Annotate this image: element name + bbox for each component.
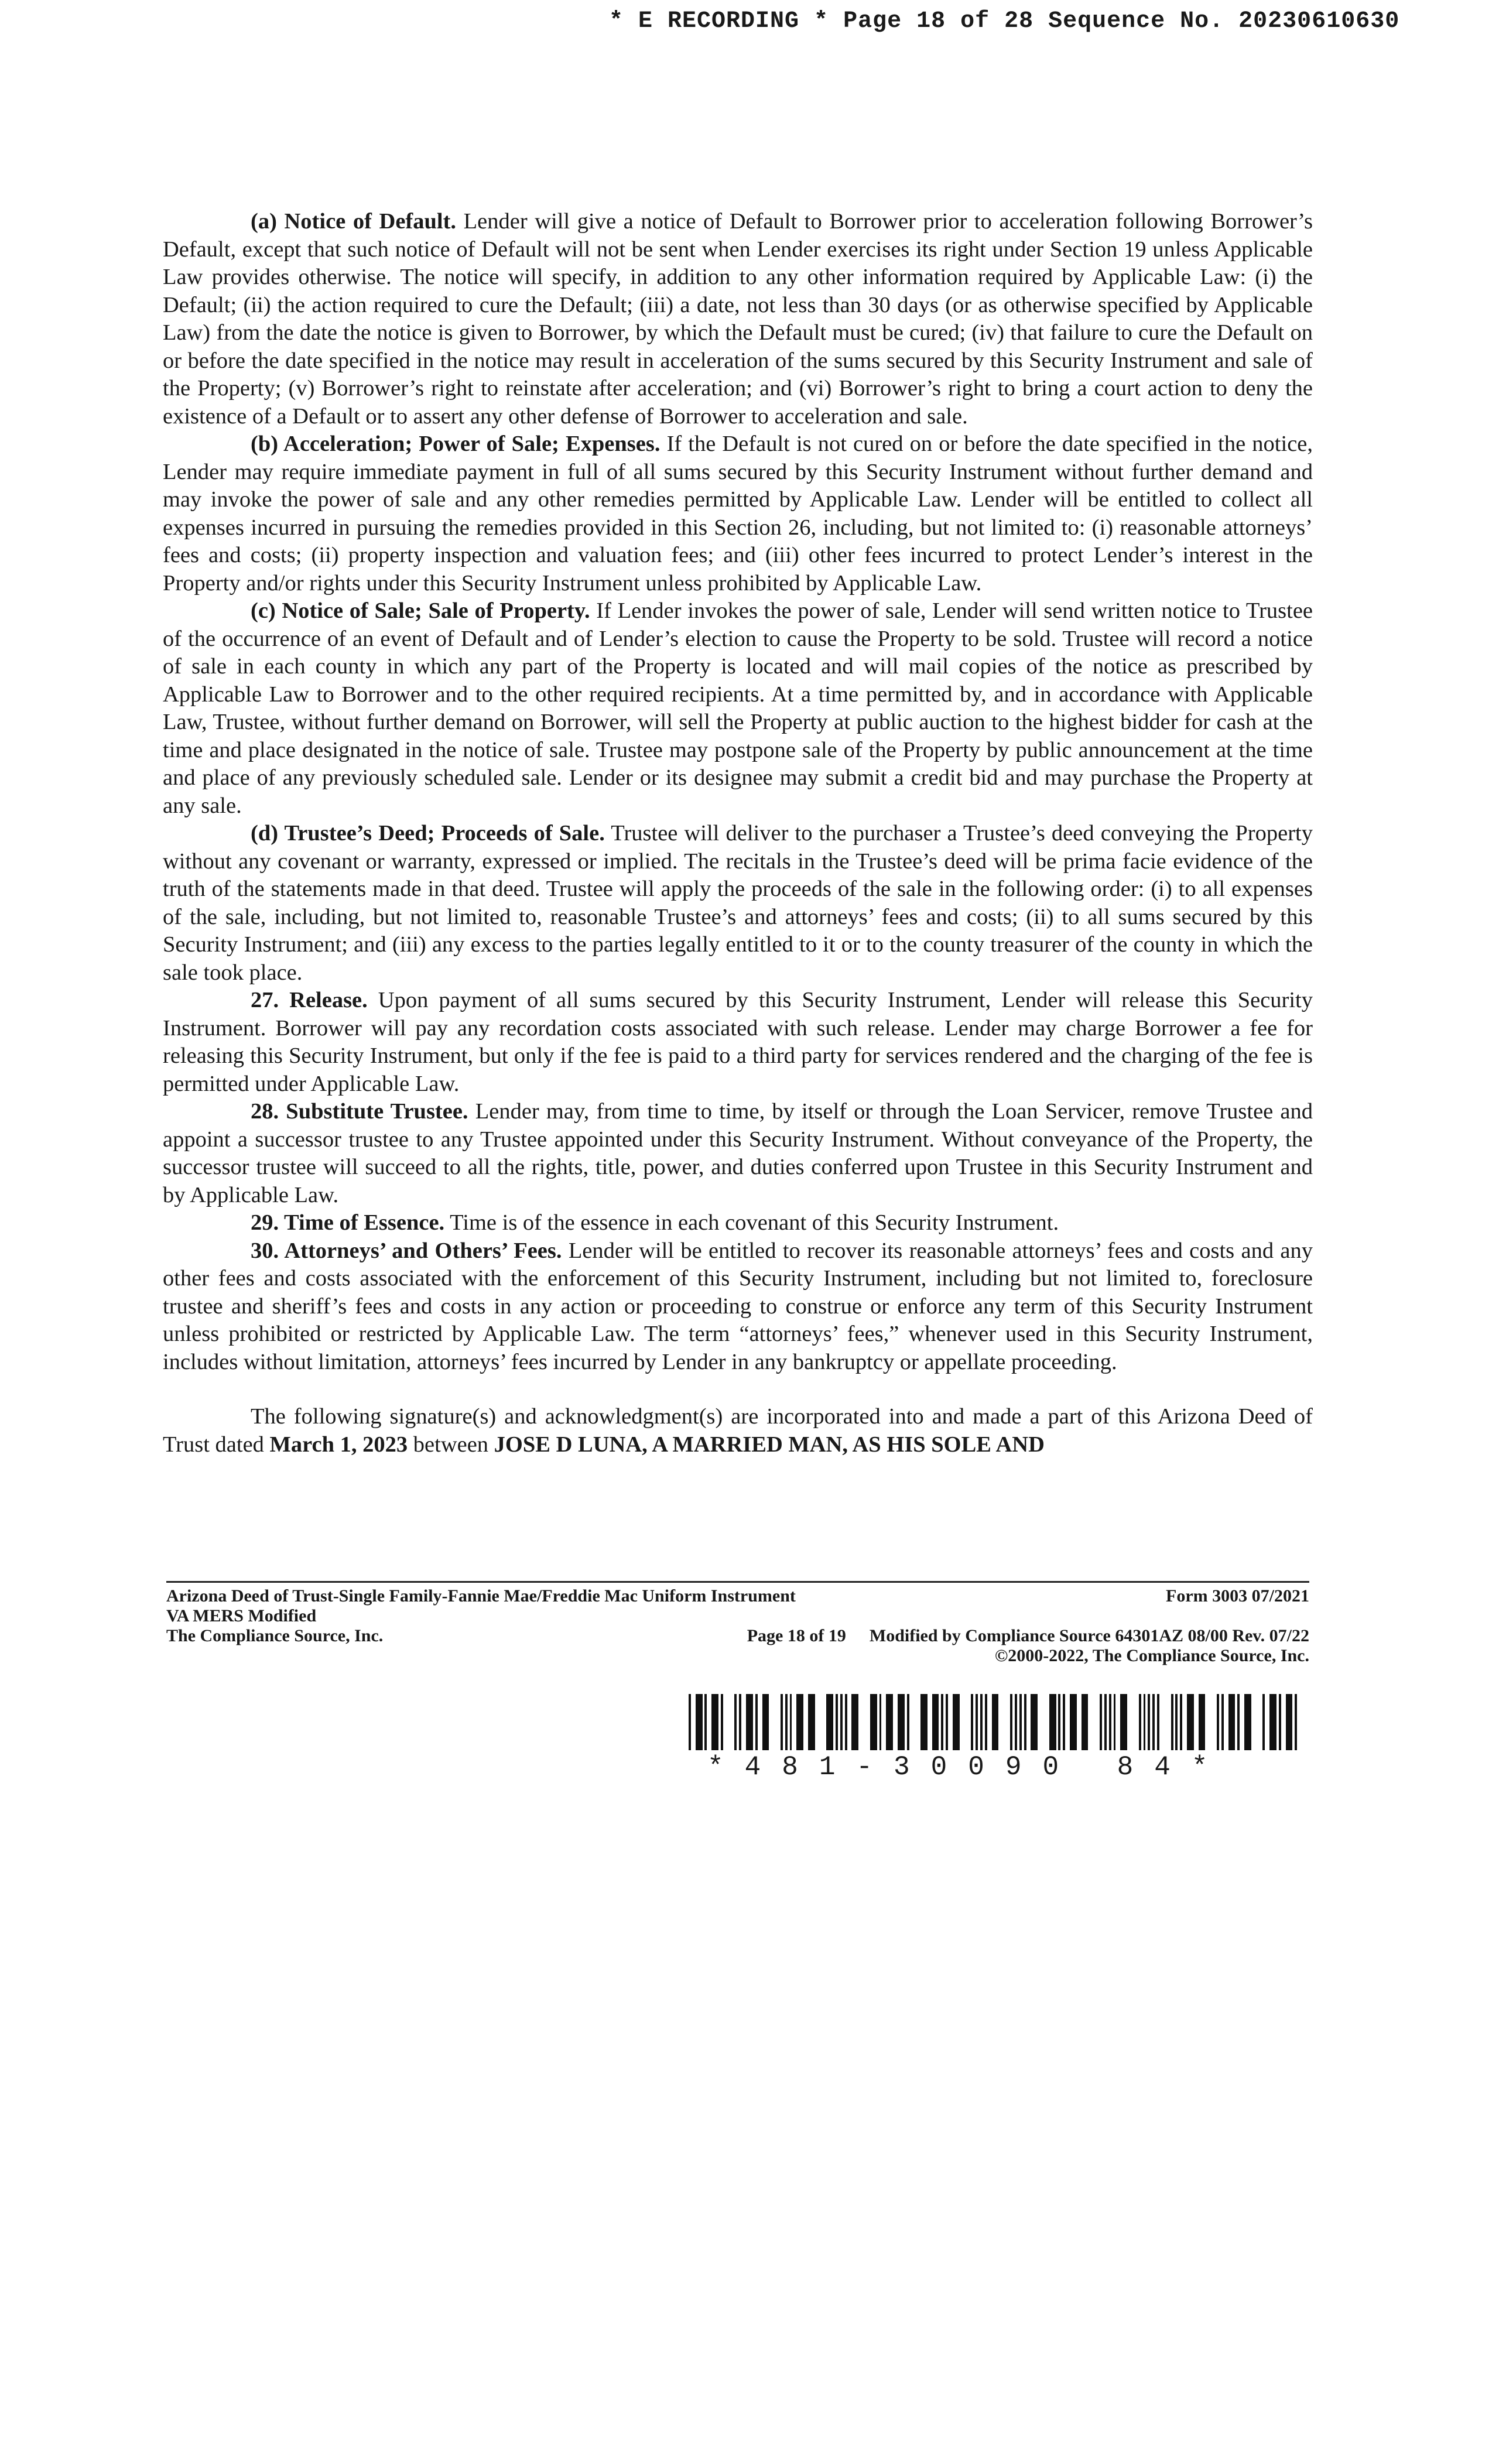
barcode-bar xyxy=(920,1694,928,1750)
barcode-bar xyxy=(711,1694,718,1750)
barcode-space xyxy=(1256,1694,1263,1750)
barcode-space xyxy=(1210,1694,1217,1750)
barcode-bar xyxy=(1244,1694,1251,1750)
paragraph-text: Upon payment of all sums secured by this Security Instrument, Lender will release this Security Instrument. Borrower will pay any recordation costs associated with such release. Lender may charge Borrower a fee for releasing this Security Instrument, but only if the fee is paid to a third party for services rendered and the charging of the fee is permitted under Applicable Law. xyxy=(163,988,1313,1096)
barcode-bar xyxy=(796,1694,803,1750)
barcode-bar xyxy=(886,1694,893,1750)
barcode-space xyxy=(1265,1694,1269,1750)
paragraph-text: Time is of the essence in each covenant of this Security Instrument. xyxy=(444,1210,1059,1235)
barcode-bar xyxy=(1049,1694,1056,1750)
paragraph-text: between xyxy=(408,1432,494,1457)
paragraph-text: If Lender invokes the power of sale, Lender will send written notice to Trustee of the occurrence of an event of Default and of Lender’s election to cause the Property to be sold. Trustee will record a notice of sale in each county in which any part of the Property is located and will mail copies of the notice as prescribed by Applicable Law to Borrower and to the other required recipients. At a time permitted by, and in accordance with Applicable Law, Trustee, without further demand on Borrower, will sell the Property at public auction to the highest bidder for cash at the time and place designated in the notice of sale. Trustee may postpone sale of the Property by public announcement at the time and place of any previously scheduled sale. Lender or its designee may submit a credit bid and may purchase the Property at any sale. xyxy=(163,598,1313,818)
barcode-space xyxy=(1038,1694,1042,1750)
form-title: Arizona Deed of Trust-Single Family-Fannie Mae/Freddie Mac Uniform Instrument xyxy=(166,1586,796,1606)
barcode-text: *481-30090 84* xyxy=(707,1752,1229,1782)
barcode-space xyxy=(723,1694,728,1750)
barcode-space xyxy=(1065,1694,1070,1750)
footer-divider xyxy=(166,1581,1309,1583)
paragraph-text: Lender will give a notice of Default to Borrower prior to acceleration following Borrower’s Default, except that such notice of Default will not be sent when Lender exercises its right under Section 19 unless Applicable Law provides otherwise. The notice will specify, in addition to any other information required by Applicable Law: (i) the Default; (ii) the action required to cure the Default; (iii) a date, not less than 30 days (or as otherwise specified by Applicable Law) from the date the notice is given to Borrower, by which the Default must be cured; (iv) that failure to cure the Default on or before the date specified in the notice may result in acceleration of the sums secured by this Security Instrument and sale of the Property; (v) Borrower’s right to reinstate after acceleration; and (vi) Borrower’s right to bring a court action to deny the existence of a Default or to assert any other defense of Borrower to acceleration and sale. xyxy=(163,209,1313,429)
paragraph-release xyxy=(163,987,1313,1098)
barcode-space xyxy=(803,1694,808,1750)
paragraph-signature-incorporation xyxy=(163,1403,1313,1459)
barcode-space xyxy=(1159,1694,1164,1750)
barcode-space xyxy=(691,1694,696,1750)
form-number: Form 3003 07/2021 xyxy=(1166,1586,1309,1606)
barcode-space xyxy=(998,1694,1003,1750)
barcode-bar xyxy=(826,1694,833,1750)
barcode-space xyxy=(728,1694,735,1750)
barcode-space xyxy=(1224,1694,1228,1750)
barcode-space xyxy=(792,1694,796,1750)
paragraph-text: Lender may, from time to time, by itself or through the Loan Servicer, remove Trustee and appoint a successor trustee to any Trustee appointed under this Security Instrument. Without conveyance of the Property, the successor trustee will succeed to all the rights, title, power, and duties conferred upon Trustee in this Security Instrument and by Applicable Law. xyxy=(163,1099,1313,1207)
borrower-party: JOSE D LUNA, A MARRIED MAN, AS HIS SOLE AND xyxy=(494,1432,1045,1457)
form-footer xyxy=(166,1586,1309,1666)
paragraph-text: The following signature(s) and acknowledgment(s) are incorporated into and made a part of this Arizona Deed of Trust dated xyxy=(163,1404,1313,1457)
barcode-space xyxy=(847,1694,852,1750)
paragraph-attorneys-fees xyxy=(163,1237,1313,1377)
barcode-space xyxy=(1042,1694,1049,1750)
barcode-space xyxy=(774,1694,781,1750)
barcode-bar xyxy=(992,1694,999,1750)
barcode-space xyxy=(1026,1694,1031,1750)
barcode-bar xyxy=(1187,1694,1194,1750)
deed-date: March 1, 2023 xyxy=(269,1432,408,1457)
barcode-space xyxy=(863,1694,870,1750)
barcode-space xyxy=(928,1694,932,1750)
paragraph-substitute-trustee xyxy=(163,1098,1313,1209)
paragraph-notice-of-sale xyxy=(163,597,1313,820)
barcode-space xyxy=(881,1694,886,1750)
barcode-space xyxy=(815,1694,820,1750)
barcode-space xyxy=(964,1694,971,1750)
barcode-space xyxy=(1297,1694,1302,1750)
barcode-space xyxy=(960,1694,964,1750)
barcode-bar xyxy=(1031,1694,1038,1750)
barcode-bar xyxy=(898,1694,905,1750)
footer-copyright: ©2000-2022, The Compliance Source, Inc. xyxy=(994,1646,1309,1665)
barcode-space xyxy=(1088,1694,1093,1750)
barcode-space xyxy=(893,1694,898,1750)
barcode-bar xyxy=(696,1694,703,1750)
barcode-space xyxy=(1003,1694,1010,1750)
paragraph-heading: (b) Acceleration; Power of Sale; Expenses. xyxy=(251,432,660,456)
barcode-space xyxy=(913,1694,920,1750)
paragraph-heading: (c) Notice of Sale; Sale of Property. xyxy=(251,598,590,623)
barcode-bar xyxy=(746,1694,753,1750)
barcode-bars xyxy=(689,1694,1309,1750)
paragraph-time-of-essence xyxy=(163,1209,1313,1237)
paragraph-heading: 29. Time of Essence. xyxy=(251,1210,445,1235)
barcode-bar xyxy=(851,1694,858,1750)
paragraph-heading: 30. Attorneys’ and Others’ Fees. xyxy=(251,1238,562,1263)
barcode-space xyxy=(1077,1694,1082,1750)
barcode-space xyxy=(1132,1694,1139,1750)
paragraph-heading: 27. Release. xyxy=(251,988,368,1012)
barcode-space xyxy=(909,1694,914,1750)
recording-header: * E RECORDING * Page 18 of 28 Sequence No. 20230610630 xyxy=(609,8,1400,35)
barcode-space xyxy=(1127,1694,1132,1750)
paragraph-heading: 28. Substitute Trustee. xyxy=(251,1099,468,1124)
barcode-bar xyxy=(1228,1694,1236,1750)
barcode-space xyxy=(1251,1694,1256,1750)
paragraph-heading: (a) Notice of Default. xyxy=(251,209,457,234)
barcode-bar xyxy=(1120,1694,1127,1750)
barcode-space xyxy=(707,1694,711,1750)
paragraph-text: Lender will be entitled to recover its reasonable attorneys’ fees and costs and any other fees and costs associated with the enforcement of this Security Instrument, including but not limited to, foreclosure trustee and sheriff’s fees and costs in any action or proceeding to construe or enforce any term of this Security Instrument unless prohibited or restricted by Applicable Law. The term “attorneys’ fees,” whenever used in this Security Instrument, includes without limitation, attorneys’ fees incurred by Lender in any bankruptcy or appellate proceeding. xyxy=(163,1238,1313,1374)
barcode-space xyxy=(948,1694,953,1750)
barcode-space xyxy=(1302,1694,1309,1750)
paragraph-heading: (d) Trustee’s Deed; Proceeds of Sale. xyxy=(251,821,605,846)
form-modification: VA MERS Modified xyxy=(166,1606,317,1625)
barcode-bar xyxy=(1286,1694,1293,1750)
barcode-space xyxy=(1281,1694,1286,1750)
paragraph-notice-of-default xyxy=(163,208,1313,430)
barcode-space xyxy=(769,1694,774,1750)
barcode-bar xyxy=(1199,1694,1206,1750)
barcode-space xyxy=(987,1694,992,1750)
barcode-bar xyxy=(1070,1694,1077,1750)
barcode-space xyxy=(1164,1694,1171,1750)
barcode-bar xyxy=(932,1694,939,1750)
barcode-space xyxy=(858,1694,863,1750)
barcode-space xyxy=(1194,1694,1199,1750)
paragraph-text: If the Default is not cured on or before the date specified in the notice, Lender may require immediate payment in full of all sums secured by this Security Instrument without further demand and may invoke the power of sale and any other remedies permitted by Applicable Law. Lender will be entitled to collect all expenses incurred in pursuing the remedies provided in this Section 26, including, but not limited to: (i) reasonable attorneys’ fees and costs; (ii) property inspection and valuation fees; and (iii) other fees incurred to protect Lender’s interest in the Property and/or rights under this Security Instrument unless prohibited by Applicable Law. xyxy=(163,432,1313,596)
barcode-bar xyxy=(953,1694,960,1750)
barcode-space xyxy=(1205,1694,1210,1750)
footer-page-number: Page 18 of 19 xyxy=(747,1626,846,1645)
barcode-space xyxy=(1182,1694,1187,1750)
barcode-bar xyxy=(1082,1694,1089,1750)
paragraph-acceleration xyxy=(163,430,1313,597)
barcode-space xyxy=(758,1694,762,1750)
barcode-bar xyxy=(762,1694,769,1750)
paragraph-text: Trustee will deliver to the purchaser a Trustee’s deed conveying the Property without any covenant or warranty, expressed or implied. The recitals in the Trustee’s deed will be prima facie evidence of the truth of the statements made in that deed. Trustee will apply the proceeds of the sale in the following order: (i) to all expenses of the sale, including, but not limited to, reasonable Trustee’s and attorneys’ fees and costs; (ii) to all sums secured by this Security Instrument; and (iii) any excess to the parties legally entitled to it or to the county treasurer of the county in which the sale took place. xyxy=(163,821,1313,985)
paragraph-trustees-deed xyxy=(163,820,1313,987)
footer-company: The Compliance Source, Inc. xyxy=(166,1626,384,1645)
footer-modified-by: Modified by Compliance Source 64301AZ 08/00 Rev. 07/22 xyxy=(869,1626,1309,1645)
barcode-bar xyxy=(808,1694,815,1750)
barcode-bar xyxy=(1269,1694,1276,1750)
barcode-space xyxy=(1093,1694,1100,1750)
barcode-space xyxy=(741,1694,746,1750)
barcode-space xyxy=(1240,1694,1244,1750)
document-body xyxy=(163,208,1313,1459)
barcode xyxy=(689,1694,1309,1782)
barcode-space xyxy=(820,1694,827,1750)
barcode-space xyxy=(1115,1694,1120,1750)
barcode-bar xyxy=(870,1694,877,1750)
